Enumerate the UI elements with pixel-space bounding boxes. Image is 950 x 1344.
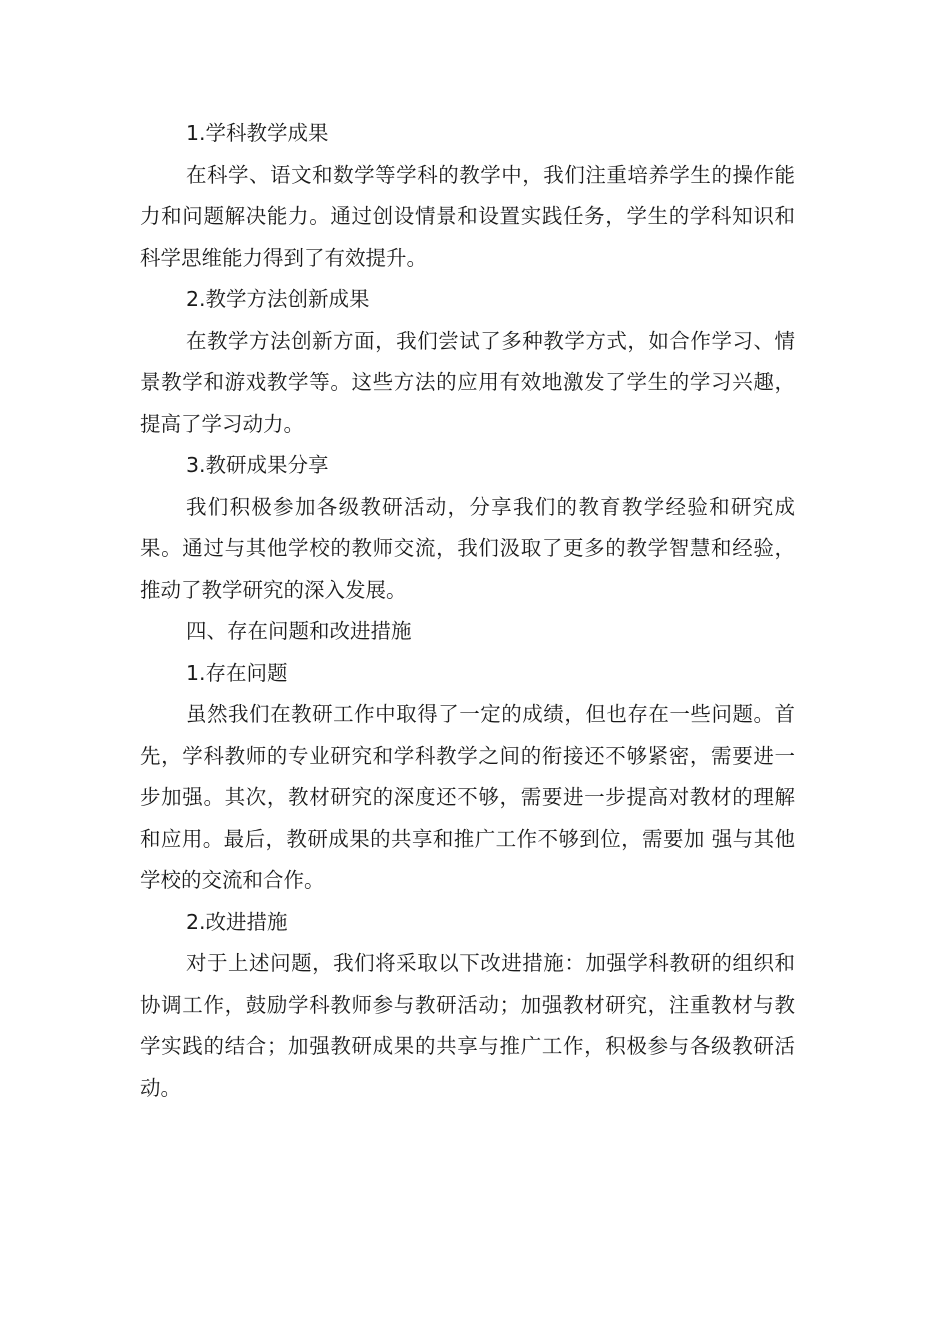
section-heading-teaching-results: 1.学科教学成果 [186,121,329,145]
paragraph-method-innovation: 在教学方法创新方面，我们尝试了多种教学方式，如合作学习、情景教学和游戏教学等。这些方法的应用有效地激发了学生的学习兴趣，提高了学习动力。 [140,328,795,436]
section-heading-research-sharing: 3.教研成果分享 [186,453,329,477]
section-heading-method-innovation: 2.教学方法创新成果 [186,287,370,311]
document-body [140,113,795,1109]
paragraph-existing-problems: 虽然我们在教研工作中取得了一定的成绩，但也存在一些问题。首先，学科教师的专业研究和学科教学之间的衔接还不够紧密，需要进一步加强。其次，教材研究的深度还不够，需要进一步提高对教材的理解和应用。最后，教研成果的共享和推广工作不够到位，需要加 强与其他学校的交流和合作。 [140,702,795,892]
chapter-heading-problems-improvements: 四、存在问题和改进措施 [186,619,412,643]
paragraph-research-sharing: 我们积极参加各级教研活动，分享我们的教育教学经验和研究成果。通过与其他学校的教师交流，我们汲取了更多的教学智慧和经验，推动了教学研究的深入发展。 [140,494,795,602]
section-heading-existing-problems: 1.存在问题 [186,660,288,685]
paragraph-teaching-results: 在科学、语文和数学等学科的教学中，我们注重培养学生的操作能力和问题解决能力。通过创设情景和设置实践任务，学生的学科知识和科学思维能力得到了有效提升。 [140,162,795,270]
paragraph-improvement-measures: 对于上述问题，我们将采取以下改进措施：加强学科教研的组织和协调工作，鼓励学科教师参与教研活动；加强教材研究，注重教材与教学实践的结合；加强教研成果的共享与推广工作，积极参与各级教研活动。 [140,951,795,1100]
section-heading-improvement-measures: 2.改进措施 [186,909,288,934]
